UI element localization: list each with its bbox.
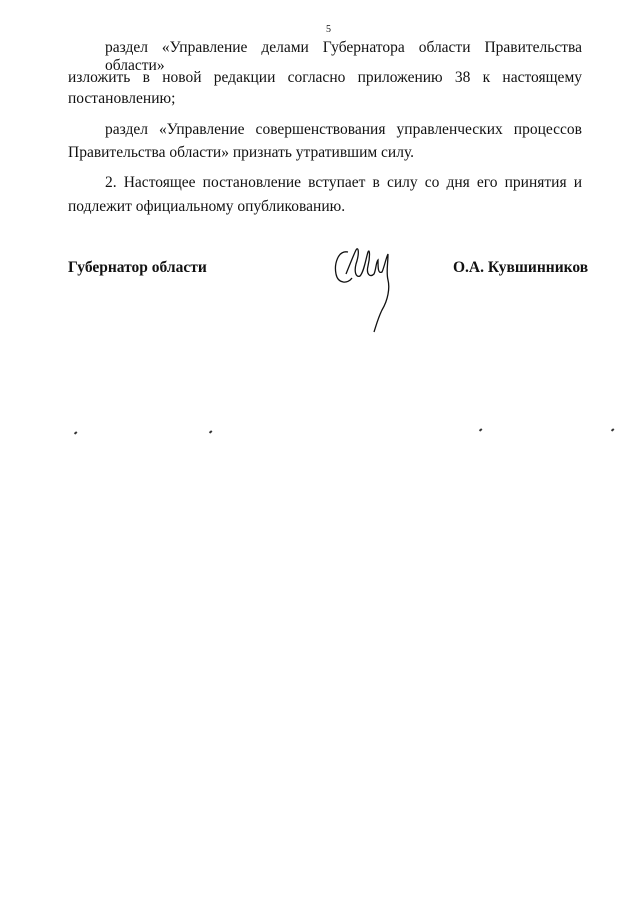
body-line: изложить в новой редакции согласно приложению 38 к настоящему [68, 69, 582, 86]
scan-mark [209, 430, 212, 433]
scan-mark [74, 431, 77, 434]
scan-mark [479, 428, 482, 431]
body-line: постановлению; [68, 90, 176, 107]
scan-mark [611, 428, 614, 431]
signatory-position: Губернатор области [68, 259, 207, 276]
body-line: подлежит официальному опубликованию. [68, 198, 346, 215]
page-number: 5 [326, 24, 331, 35]
body-line: раздел «Управление совершенствования управленческих процессов [105, 121, 582, 138]
body-line: раздел «Управление делами Губернатора области Правительства области» [105, 39, 582, 74]
body-line: Правительства области» признать утратившим силу. [68, 144, 415, 161]
body-line: 2. Настоящее постановление вступает в силу со дня его принятия и [105, 174, 582, 191]
signatory-name: О.А. Кувшинников [453, 259, 589, 276]
handwritten-signature [330, 244, 410, 336]
